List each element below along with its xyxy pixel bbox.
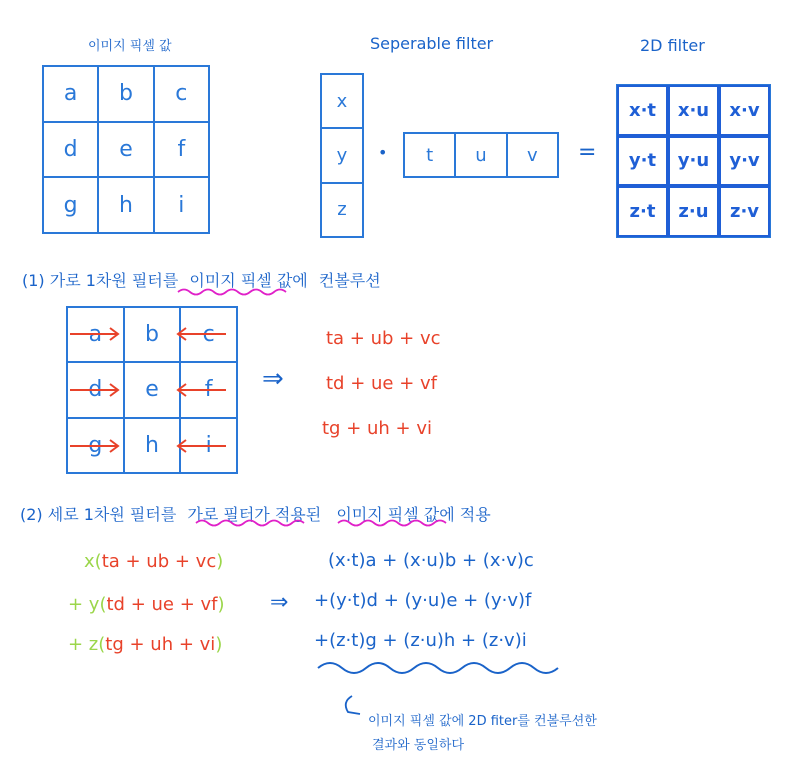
pixel-cell-g: g <box>43 177 98 233</box>
step1-text-a: (1) 가로 1차원 필터를 <box>22 271 179 290</box>
step2-text-c: 이미지 픽셀 값에 적용 <box>336 505 491 524</box>
step2-arrow: ⇒ <box>270 590 289 615</box>
pixel-cell-d: d <box>43 122 98 178</box>
step1-result: ta + ub + vc <box>326 328 441 349</box>
dot-operator: • <box>378 143 388 162</box>
step2-text-a: (2) 세로 1차원 필터를 <box>20 505 177 524</box>
step2-note-line2: 결과와 동일하다 <box>372 738 465 753</box>
step2-left-prefix: + y <box>68 594 100 615</box>
hook-arrow-icon <box>346 696 360 714</box>
wavy-underline <box>318 663 558 673</box>
step2-note-line1: 이미지 픽셀 값에 2D fiter를 컨볼루션한 <box>368 714 597 729</box>
equals-sign: = <box>578 140 597 165</box>
step1-cell-a: a <box>67 307 124 362</box>
filter2d-cell: y·v <box>719 136 770 187</box>
step1-cell-d: d <box>67 362 124 417</box>
step2-right-row: +(y·t)d + (y·u)e + (y·v)f <box>314 590 532 611</box>
pixel-cell-a: a <box>43 66 98 122</box>
step2-left-inner: td + ue + vf <box>106 594 218 615</box>
step2-left-row: x(ta + ub + vc) <box>84 551 224 572</box>
step2-left-row: + y(td + ue + vf) <box>68 594 225 615</box>
filter2d-cell: x·v <box>719 85 770 136</box>
pixel-cell-f: f <box>154 122 209 178</box>
step1-cell-g: g <box>67 418 124 473</box>
squiggle-underline <box>178 290 286 295</box>
filter2d-cell: z·v <box>719 186 770 237</box>
pixel-cell-b: b <box>98 66 153 122</box>
row-filter-u: u <box>455 133 506 177</box>
pixel-cell-c: c <box>154 66 209 122</box>
step2-left-inner: ta + ub + vc <box>101 551 217 572</box>
column-filter-y: y <box>321 128 363 182</box>
step2-left-inner: tg + uh + vi <box>105 634 216 655</box>
step1-cell-e: e <box>124 362 181 417</box>
step1-result: td + ue + vf <box>326 373 438 394</box>
filter2d-title: 2D filter <box>640 36 705 55</box>
column-filter-z: z <box>321 183 363 237</box>
step1-cell-i: i <box>180 418 237 473</box>
step1-result: tg + uh + vi <box>322 418 433 439</box>
pixel-cell-h: h <box>98 177 153 233</box>
pixel-grid-title: 이미지 픽셀 값 <box>88 39 172 54</box>
step1-cell-h: h <box>124 418 181 473</box>
step2-left-row: + z(tg + uh + vi) <box>68 634 223 655</box>
step1-cell-c: c <box>180 307 237 362</box>
step1-cell-b: b <box>124 307 181 362</box>
filter2d-cell: z·u <box>668 186 719 237</box>
step2-text-b: 가로 필터가 적용된 <box>187 505 322 524</box>
row-filter-v: v <box>507 133 558 177</box>
strike-arrows <box>70 328 226 452</box>
squiggle-underline <box>338 521 446 526</box>
pixel-cell-i: i <box>154 177 209 233</box>
step2-right-row: +(z·t)g + (z·u)h + (z·v)i <box>314 630 527 651</box>
step2-left-prefix: + z <box>68 634 99 655</box>
filter2d-cell: y·u <box>668 136 719 187</box>
step2-right-row: (x·t)a + (x·u)b + (x·v)c <box>328 550 534 571</box>
squiggle-underline <box>196 521 304 526</box>
filter2d-cell: x·t <box>617 85 668 136</box>
filter2d-cell: x·u <box>668 85 719 136</box>
step1-arrow: ⇒ <box>262 364 284 394</box>
step1-text-c: 컨볼루션 <box>318 271 381 290</box>
filter2d-cell: y·t <box>617 136 668 187</box>
separable-title: Seperable filter <box>370 34 494 53</box>
row-filter-t: t <box>404 133 455 177</box>
step1-text-b: 이미지 픽셀 값에 <box>189 271 308 290</box>
step1-cell-f: f <box>180 362 237 417</box>
column-filter-x: x <box>321 74 363 128</box>
step2-left-prefix: x <box>84 551 95 572</box>
filter2d-cell: z·t <box>617 186 668 237</box>
pixel-cell-e: e <box>98 122 153 178</box>
